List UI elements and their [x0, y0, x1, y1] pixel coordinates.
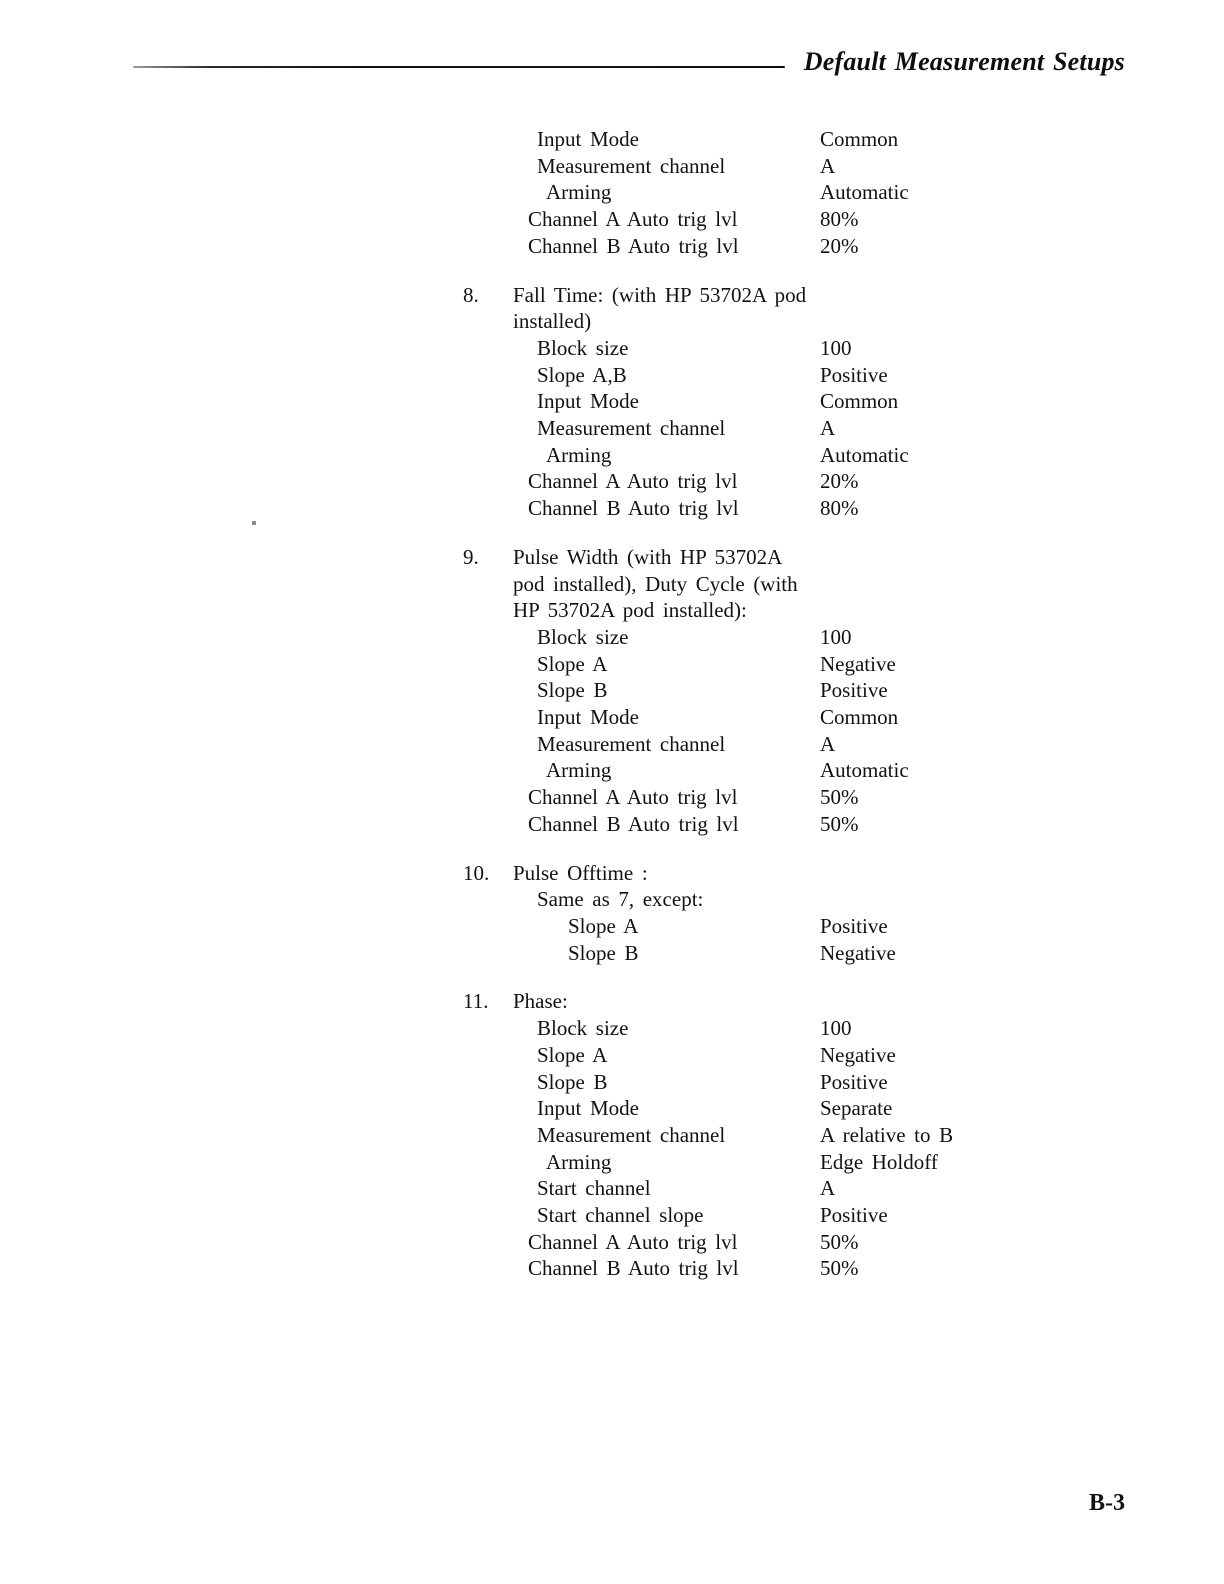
- param-value: Automatic: [820, 180, 909, 205]
- param-label: Channel A Auto trig lvl: [528, 785, 738, 810]
- param-label: Slope B: [537, 1069, 608, 1094]
- param-row: [513, 1069, 1083, 1096]
- param-value: 80%: [820, 207, 859, 232]
- param-row: [513, 362, 1083, 389]
- section-number: 11.: [463, 989, 489, 1014]
- section-title-line: Phase:: [513, 989, 568, 1014]
- param-label: Block size: [537, 335, 629, 360]
- param-row: [513, 1122, 1083, 1149]
- param-row: [513, 1229, 1083, 1256]
- param-label: Arming: [546, 758, 612, 783]
- param-value: A relative to B: [820, 1122, 954, 1147]
- section-title-line: pod installed), Duty Cycle (with: [513, 571, 798, 596]
- section-title-line: HP 53702A pod installed):: [513, 598, 747, 623]
- param-value: 100: [820, 624, 852, 649]
- param-value: Positive: [820, 913, 888, 938]
- param-value: Positive: [820, 678, 888, 703]
- param-value: Common: [820, 389, 899, 414]
- section-title: [513, 544, 1083, 624]
- param-value: Negative: [820, 1042, 896, 1067]
- param-row: [513, 940, 1083, 967]
- param-label: Input Mode: [537, 127, 639, 151]
- section-number: 9.: [463, 544, 479, 569]
- page-header-title: Default Measurement Setups: [803, 47, 1125, 76]
- setup-section: [463, 126, 1083, 260]
- param-label: Channel B Auto trig lvl: [528, 496, 739, 521]
- header-rule: [133, 66, 785, 68]
- section-rows: [513, 335, 1083, 522]
- param-row: [513, 704, 1083, 731]
- param-value: 50%: [820, 1229, 859, 1254]
- section-rows: [513, 886, 1083, 966]
- param-value: Positive: [820, 1203, 888, 1228]
- param-label: Block size: [537, 1016, 629, 1041]
- param-value: 100: [820, 335, 852, 360]
- param-label: Measurement channel: [537, 153, 726, 178]
- param-row: [513, 206, 1083, 233]
- setup-section: [463, 988, 1083, 1282]
- param-row: [513, 731, 1083, 758]
- param-label: Channel A Auto trig lvl: [528, 469, 738, 494]
- section-title-line: Pulse Width (with HP 53702A: [513, 544, 783, 569]
- param-row: [513, 1042, 1083, 1069]
- param-value: A: [820, 731, 836, 756]
- param-value: Automatic: [820, 442, 909, 467]
- param-label: Channel A Auto trig lvl: [528, 207, 738, 232]
- param-label: Measurement channel: [537, 1122, 726, 1147]
- section-number: 8.: [463, 282, 479, 307]
- section-title: [513, 860, 1083, 887]
- setup-section: [463, 544, 1083, 838]
- param-row: [513, 757, 1083, 784]
- param-label: Channel A Auto trig lvl: [528, 1229, 738, 1254]
- param-row: [513, 677, 1083, 704]
- param-value: A: [820, 1176, 836, 1201]
- param-value: Positive: [820, 362, 888, 387]
- param-row: [513, 126, 1083, 153]
- param-label: Measurement channel: [537, 416, 726, 441]
- param-value: Separate: [820, 1096, 893, 1121]
- setup-section: [463, 860, 1083, 967]
- param-row: [513, 1202, 1083, 1229]
- param-value: A: [820, 153, 836, 178]
- setup-section: [463, 282, 1083, 522]
- param-row: [513, 913, 1083, 940]
- param-label: Slope A: [568, 913, 639, 938]
- section-title: [513, 988, 1083, 1015]
- section-number: 10.: [463, 860, 490, 885]
- param-row: [513, 811, 1083, 838]
- section-title-line: Fall Time: (with HP 53702A pod: [513, 282, 807, 307]
- param-row: [513, 1095, 1083, 1122]
- param-label: Slope A: [537, 1042, 608, 1067]
- param-label: Input Mode: [537, 705, 639, 730]
- param-value: Positive: [820, 1069, 888, 1094]
- param-label: Block size: [537, 624, 629, 649]
- param-value: Edge Holdoff: [820, 1149, 938, 1174]
- section-title-line: installed): [513, 309, 592, 334]
- param-value: Common: [820, 705, 899, 730]
- param-row: [513, 442, 1083, 469]
- param-label: Slope B: [537, 678, 608, 703]
- param-label: Channel B Auto trig lvl: [528, 233, 739, 258]
- param-label: Slope A,B: [537, 362, 627, 387]
- param-row: [513, 233, 1083, 260]
- param-value: 100: [820, 1016, 852, 1041]
- section-number: [463, 126, 513, 260]
- param-row: [513, 179, 1083, 206]
- section-title: [513, 282, 1083, 335]
- param-label: Start channel slope: [537, 1203, 704, 1228]
- param-value: Negative: [820, 940, 896, 965]
- param-label: Input Mode: [537, 1096, 639, 1121]
- param-row: [513, 468, 1083, 495]
- param-value: Negative: [820, 651, 896, 676]
- param-label: Channel B Auto trig lvl: [528, 811, 739, 836]
- param-row: [513, 1149, 1083, 1176]
- section-rows: [513, 1015, 1083, 1282]
- param-label: Same as 7, except:: [537, 887, 704, 912]
- param-row: [513, 651, 1083, 678]
- param-row: [513, 415, 1083, 442]
- scan-artifact-dot: [252, 521, 256, 525]
- param-value: 50%: [820, 785, 859, 810]
- param-label: Channel B Auto trig lvl: [528, 1256, 739, 1281]
- param-label: Arming: [546, 1149, 612, 1174]
- sections: [463, 126, 1083, 1282]
- param-label: Slope B: [568, 940, 639, 965]
- param-label: Arming: [546, 180, 612, 205]
- param-value: 20%: [820, 469, 859, 494]
- param-row: [513, 784, 1083, 811]
- param-value: A: [820, 416, 836, 441]
- page-number: B-3: [1089, 1490, 1125, 1516]
- section-rows: [513, 624, 1083, 838]
- section-rows: [513, 126, 1083, 260]
- param-value: Common: [820, 127, 899, 151]
- param-value: 80%: [820, 496, 859, 521]
- param-row: [513, 388, 1083, 415]
- param-row: [513, 153, 1083, 180]
- section-title-line: Pulse Offtime :: [513, 860, 648, 885]
- param-row: [513, 1015, 1083, 1042]
- param-value: 50%: [820, 811, 859, 836]
- param-label: Input Mode: [537, 389, 639, 414]
- param-label: Measurement channel: [537, 731, 726, 756]
- param-row: [513, 495, 1083, 522]
- param-value: Automatic: [820, 758, 909, 783]
- param-value: 50%: [820, 1256, 859, 1281]
- param-row: [513, 335, 1083, 362]
- param-row: [513, 886, 1083, 913]
- param-row: [513, 1255, 1083, 1282]
- param-label: Slope A: [537, 651, 608, 676]
- document-body: [463, 126, 1083, 1304]
- param-value: 20%: [820, 233, 859, 258]
- param-row: [513, 624, 1083, 651]
- param-row: [513, 1175, 1083, 1202]
- param-label: Start channel: [537, 1176, 651, 1201]
- param-label: Arming: [546, 442, 612, 467]
